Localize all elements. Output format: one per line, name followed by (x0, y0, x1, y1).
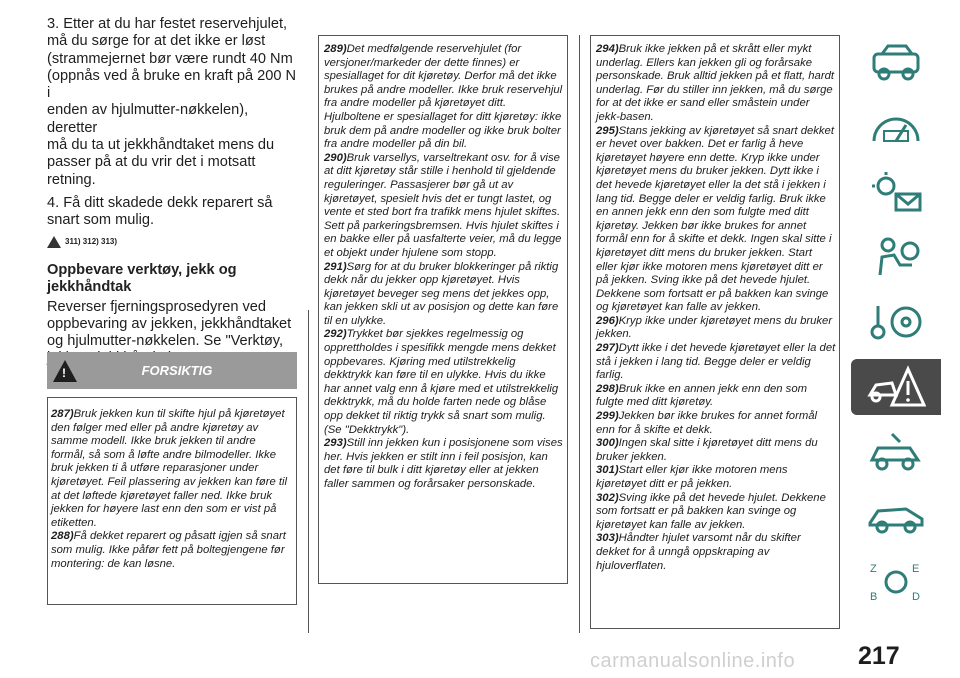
tab-dashboard[interactable] (851, 99, 941, 155)
warning-item: 293)Still inn jekken kun i posisjonene som vises her. Hvis jekken er stilt inn i feil posisjon, kan det føre til bulk i ditt kjøretøy eller at jekken faller sammen og forårsaker personskade. (324, 437, 563, 490)
watermark: carmanualsonline.info (590, 650, 796, 672)
svg-text:D: D (912, 591, 920, 603)
tab-technical-data[interactable] (851, 489, 941, 545)
warning-header (47, 352, 297, 389)
lights-mail-icon (866, 170, 926, 214)
warning-item: 292)Trykket bør sjekkes regelmessig og opprettholdes i spesifikk mengde mens dekket oppbevares. Kjøring med utilstrekkelig dekktrykk kan føre til en ulykke. Hvis du ikke har annet valg enn å kjøre med et utilstrekkelig dekktrykk, må du holde farten nede og blåse opp dekket til riktig trykk så snart som mulig. (Se "Dekktrykk"). (324, 328, 559, 436)
warning-item: 295)Stans jekking av kjøretøyet så snart dekket er hevet over bakken. Det er farlig å heve kjøretøyet høyere enn dette. Kryp ikke under kjøretøyet mens du bruker jekken. Dytt ikke i det hevede kjøretøyet eller la det stå i jekken i lang tid. Begge deler er veldig farlig. Bruk ikke en annen jekk enn den som fulgte med ditt kjøretøy. Jekken bør ikke brukes for annet formål enn for å skifte et dekk. Ingen skal sitte i kjøretøyet ditt mens du bruker jekken. Start eller kjør ikke motoren mens kjøretøyet ditt er på jekken. Sving ikke på det hevede hjulet. Dekkene som fortsatt er på bakken kan svinge og kjøretøyet kan falle av jekken. (596, 124, 834, 314)
car-side-icon (866, 495, 926, 539)
alphabet-index-icon (866, 560, 926, 604)
warning-item: 288)Få dekket reparert og påsatt igjen så snart som mulig. Ikke påfør fett på boltegjengene før montering: de kan løsne. (51, 530, 286, 570)
page-number: 217 (858, 642, 900, 670)
warning-item: 300)Ingen skal sitte i kjøretøyet ditt mens du bruker jekken. (596, 437, 818, 463)
warning-item: 297)Dytt ikke i det hevede kjøretøyet eller la det stå i jekken i lang tid. Begge deler er veldig farlig. (596, 342, 836, 382)
warning-item: 290)Bruk varsellys, varseltrekant osv. for å vise at ditt kjøretøy står stille i henhold til gjeldende reguleringer. Passasjerer bør gå ut av kjøretøyet, spesielt hvis det er tungt lastet, og vente et sted bort fra trafikk mens hjulet skiftes. Sett på parkeringsbremsen. Hvis hjulet skiftes i en bakke eller på uasfalterte veier, må du legge et objekt under hjulene som stopp. (324, 151, 562, 259)
tab-lights-mail[interactable] (851, 164, 941, 220)
step-4-paragraph: 4. Få ditt skadede dekk reparert så snart som mulig. (47, 194, 273, 229)
warning-triangle-icon (47, 236, 61, 248)
warning-item: 303)Håndter hjulet varsomt når du skifter dekket for å unngå oppskraping av hjuloverflaten. (596, 532, 801, 572)
airbag-person-icon (866, 235, 926, 279)
warning-item: 289)Det medfølgende reservehjulet (for versjoner/markeder der dette finnes) er spesiallaget for dit kjøretøy. Derfor må det ikke brukes på andre modeller. Ikke bruk reservehjul fra andre modeller på kjøretøyet ditt. Hjulboltene er spesiallaget for ditt kjøretøy: ikke bruk dem på andre modeller og ikke bruk bolter fra andre modeller på din bil. (324, 43, 563, 151)
car-info-icon (866, 40, 926, 84)
key-steering-icon (866, 300, 926, 344)
warning-item: 299)Jekken bør ikke brukes for annet formål enn for å skifte et dekk. (596, 410, 818, 436)
svg-text:E: E (912, 563, 920, 575)
warning-item: 287)Bruk jekken kun til skifte hjul på kjøretøyet den følger med eller på andre kjøretøy av samme modell. Ikke bruk jekken til andre formål, så som å løfte andre bilmodeller. Ikke bruk jekken ti å utføre reparasjoner under kjøretøyet. Feil plassering av jekken kan føre til at det løftede kjøretøyet faller ned. Ikke bruk jekken for høyere last enn den som er vist på etiketten. (51, 408, 288, 529)
warning-car-icon (866, 365, 926, 409)
tab-maintenance[interactable] (851, 424, 941, 480)
section-heading: Oppbevare verktøy, jekk og jekkhåndtak (47, 261, 237, 295)
svg-text:Z: Z (870, 563, 877, 575)
wrench-car-icon (866, 430, 926, 474)
warning-item: 302)Sving ikke på det hevede hjulet. Dekkene som fortsatt er på bakken kan svinge og kjøretøyet kan falle av jekken. (596, 491, 826, 531)
warning-item: 294)Bruk ikke jekken på et skrått eller mykt underlag. Ellers kan jekken gli og forårsake personskade. Bruk alltid jekken på et flatt, hardt underlag. Før du stiller inn jekken, må du sørge for at det ikke er sand eller småstein under jekk-basen. (596, 43, 834, 123)
warning-triangle-icon: ! (53, 360, 77, 382)
column-divider (308, 310, 309, 633)
tab-car-info[interactable] (851, 34, 941, 90)
tab-index[interactable] (851, 554, 941, 610)
chapter-sidebar (851, 34, 941, 619)
warning-item: 301)Start eller kjør ikke motoren mens kjøretøyet ditt er på jekken. (596, 464, 788, 490)
warning-item: 291)Sørg for at du bruker blokkeringer på riktig dekk når du jekker opp kjøretøyet. Hvis kjøretøyet beveger seg mens det jekkes opp, kan jekken skli ut av posisjon og dette kan føre til en ulykke. (324, 260, 559, 327)
svg-text:B: B (870, 591, 878, 603)
reference-notes (47, 236, 299, 248)
tab-airbag[interactable] (851, 229, 941, 285)
warning-box-2 (318, 35, 568, 584)
warning-box-3 (590, 35, 840, 629)
reference-numbers: 311) 312) 313) (65, 237, 118, 247)
warning-item: 298)Bruk ikke en annen jekk enn den som fulgte med ditt kjøretøy. (596, 382, 808, 409)
left-column (47, 16, 299, 374)
dashboard-gauge-icon (866, 105, 926, 149)
warning-item: 296)Kryp ikke under kjøretøyet mens du bruker jekken. (596, 314, 833, 341)
section-body: Reverser fjerningsprosedyren ved oppbevaring av jekken, jekkhåndtaket og hjulmutter-nøkkelen. Se "Verktøy, (47, 298, 292, 350)
column-divider (579, 35, 580, 633)
warning-box-1 (47, 397, 297, 605)
tab-key-steering[interactable] (851, 294, 941, 350)
step-3-paragraph: 3. Etter at du har festet reservehjulet, må du sørge for at det ikke er løst (strammejernet bør være rundt 40 Nm (oppnås ved å bruke en kraft på 200 N i enden av hjulmutter-nøkkelen), deretter må du ta ut jekkhåndtaket mens du passer på at du vrir det i motsatt retning. (47, 16, 297, 188)
tab-emergency[interactable] (851, 359, 941, 415)
warning-title: FORSIKTIG (141, 363, 213, 378)
